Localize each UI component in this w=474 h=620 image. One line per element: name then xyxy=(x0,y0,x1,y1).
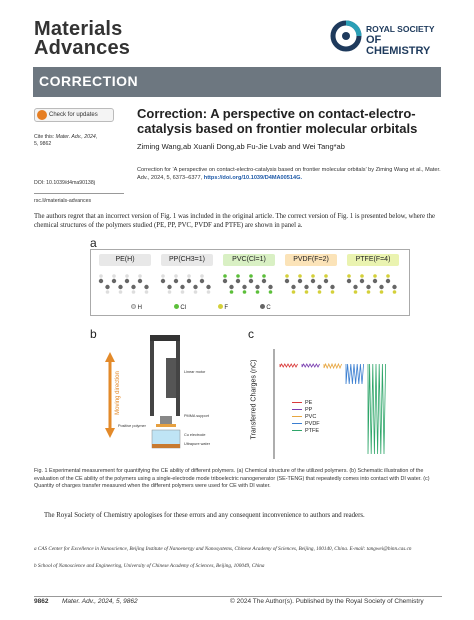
side-atom xyxy=(318,290,322,294)
series-trace-pvdf xyxy=(346,364,364,384)
carbon-atom xyxy=(311,279,315,283)
side-atom xyxy=(373,274,377,278)
legend-f: F xyxy=(224,305,229,311)
side-atom xyxy=(125,274,129,278)
carbon-atom xyxy=(193,285,197,289)
side-atom xyxy=(174,274,178,278)
check-updates-label: Check for updates xyxy=(49,112,98,118)
side-atom xyxy=(168,290,172,294)
footer-cite: Mater. Adv., 2024, 5, 9862 xyxy=(62,598,138,605)
side-atom xyxy=(367,290,371,294)
carbon-atom xyxy=(206,285,210,289)
side-atom xyxy=(305,290,309,294)
rsc-emblem-icon xyxy=(330,18,362,54)
polymer-label-0: PE(H) xyxy=(99,254,151,266)
legend-entry-ptfe xyxy=(292,428,320,435)
side-atom xyxy=(292,290,296,294)
journal-url[interactable]: rsc.li/materials-advances xyxy=(34,198,92,204)
article-title: Correction: A perspective on contact-electro-catalysis based on frontier molecular orbitals xyxy=(137,106,418,136)
correction-note xyxy=(137,166,442,182)
updates-icon xyxy=(37,110,47,120)
carbon-atom xyxy=(268,285,272,289)
carbon-atom xyxy=(291,285,295,289)
side-atom xyxy=(311,274,315,278)
section-banner xyxy=(33,67,441,97)
cite-label: Cite this: xyxy=(34,134,55,140)
polymer-structures-panel xyxy=(90,249,410,316)
side-atom xyxy=(223,274,227,278)
doi-text[interactable]: DOI: 10.1039/d4ma90138j xyxy=(34,180,95,186)
side-atom xyxy=(187,274,191,278)
carbon-atom xyxy=(373,279,377,283)
figure-caption: Fig. 1 Experimental measurement for quantifying the CE ability of different polymers. (a) Chemical structure of the utilized polymers. (b) Schematic illustration of the evaluation of the CE ability of the polymers using a single-electrode mode triboelectric nanogenerator (SE-TENG) that repeatedly comes into contact with DI water. (c) Quantity of charges transfer measured when the different polymers were used for CE with DI water. xyxy=(34,468,430,489)
tribo-device-panel xyxy=(100,330,235,460)
journal-title xyxy=(34,20,130,58)
side-atom xyxy=(200,274,204,278)
correction-note-text: Correction for ‘A perspective on contact-electro-catalysis based on frontier molecular orbitals’ by Ziming Wang et al., Mater. Adv., 2024, 5, 6373–6377, xyxy=(137,167,441,181)
legend-cl: Cl xyxy=(180,305,187,311)
side-atom xyxy=(194,290,198,294)
publisher-line2: OF CHEMISTRY xyxy=(366,34,431,57)
side-atom xyxy=(207,290,211,294)
panel-c-label: c xyxy=(248,327,254,341)
carbon-atom xyxy=(105,285,109,289)
legend-swatch xyxy=(292,416,302,418)
carbon-atom xyxy=(330,285,334,289)
footer-copyright: © 2024 The Author(s). Published by the Royal Society of Chemistry xyxy=(230,598,424,605)
legend-text: PP xyxy=(305,407,313,413)
carbon-atom xyxy=(304,285,308,289)
carbon-atom xyxy=(347,279,351,283)
legend-text: PVDF xyxy=(305,421,320,427)
side-atom xyxy=(132,290,136,294)
carbon-atom xyxy=(392,285,396,289)
footnote-b: b School of Nanoscience and Engineering, University of Chinese Academy of Sciences, Beijing, 100049, China xyxy=(34,563,265,569)
side-atom xyxy=(230,290,234,294)
side-atom xyxy=(249,274,253,278)
carbon-atom xyxy=(161,279,165,283)
charge-chart-panel xyxy=(250,344,390,464)
chart-ylabel: Transferred Charges (nC) xyxy=(250,359,258,440)
electrode-label: Cu electrode xyxy=(184,433,206,437)
legend-swatch xyxy=(292,409,302,411)
legend-text: PE xyxy=(305,400,313,406)
legend-entry-pvdf xyxy=(292,421,320,428)
side-atom xyxy=(262,274,266,278)
carbon-atom xyxy=(353,285,357,289)
polymer-label-1: PP(CH3=1) xyxy=(161,254,213,266)
polymer-label-3: PVDF(F=2) xyxy=(285,254,337,266)
carbon-atom xyxy=(112,279,116,283)
side-atom xyxy=(138,274,142,278)
side-atom xyxy=(236,274,240,278)
carbon-atom xyxy=(360,279,364,283)
side-atom xyxy=(99,274,103,278)
charge-chart xyxy=(250,344,390,464)
carbon-atom xyxy=(242,285,246,289)
support-label: PMMA support xyxy=(184,414,209,418)
footnote-a: a CAS Center for Excellence in Nanoscience, Beijing Institute of Nanoenergy and Nanosystems, Chinese Academy of Sciences, Beijing, 100140, China. E-mail: tangwei@binn.cas.cn xyxy=(34,546,412,552)
carbon-atom xyxy=(298,279,302,283)
legend-entry-pe xyxy=(292,400,320,407)
water-label: Ultrapure water xyxy=(184,442,210,446)
side-atom xyxy=(181,290,185,294)
rsc-logo xyxy=(330,18,445,56)
side-atom xyxy=(112,274,116,278)
legend-entry-pp xyxy=(292,407,320,414)
side-atom xyxy=(145,290,149,294)
side-atom xyxy=(386,274,390,278)
correction-doi-link[interactable]: https://doi.org/10.1039/D4MA00514G. xyxy=(203,175,303,181)
legend-text: PVC xyxy=(305,414,317,420)
section-label: CORRECTION xyxy=(39,73,139,89)
series-trace-ptfe xyxy=(368,364,386,454)
side-atom xyxy=(347,274,351,278)
cite-info xyxy=(34,134,97,148)
article-authors: Ziming Wang,ab Xuanli Dong,ab Fu-Jie Lvab and Wei Tang*ab xyxy=(137,142,345,151)
carbon-atom xyxy=(144,285,148,289)
side-atom xyxy=(269,290,273,294)
polymer-label-2: PVC(Cl=1) xyxy=(223,254,275,266)
panel-a-label: a xyxy=(90,236,97,250)
legend-text: PTFE xyxy=(305,428,320,434)
moving-direction-label: Moving direction xyxy=(114,371,121,415)
cite-text: Mater. Adv., 2024, xyxy=(55,134,98,140)
carbon-atom xyxy=(223,279,227,283)
side-atom xyxy=(106,290,110,294)
side-atom xyxy=(360,274,364,278)
polymer-label-4: PTFE(F=4) xyxy=(347,254,399,266)
carbon-atom xyxy=(118,285,122,289)
side-atom xyxy=(331,290,335,294)
series-trace-pp xyxy=(302,364,320,367)
carbon-atom xyxy=(285,279,289,283)
footer-divider xyxy=(34,596,442,597)
carbon-atom xyxy=(324,279,328,283)
carbon-atom xyxy=(125,279,129,283)
journal-title-line2: Advances xyxy=(34,37,131,59)
polymer-label: Positive polymer xyxy=(118,424,146,428)
panel-b-label: b xyxy=(90,327,97,341)
legend-swatch xyxy=(292,430,302,432)
carbon-atom xyxy=(229,285,233,289)
apology-paragraph: The Royal Society of Chemistry apologises for these errors and any consequent inconvenience to authors and readers. xyxy=(44,512,365,519)
series-trace-pvc xyxy=(324,364,342,368)
legend-swatch xyxy=(292,402,302,404)
carbon-atom xyxy=(187,279,191,283)
side-atom xyxy=(161,274,165,278)
side-atom xyxy=(256,290,260,294)
carbon-atom xyxy=(200,279,204,283)
side-atom xyxy=(298,274,302,278)
legend-c: C xyxy=(266,305,271,311)
carbon-atom xyxy=(386,279,390,283)
cite-vol: 5, 9862 xyxy=(34,141,52,147)
side-atom xyxy=(380,290,384,294)
side-atom xyxy=(354,290,358,294)
side-atom xyxy=(285,274,289,278)
carbon-atom xyxy=(131,285,135,289)
motor-label: Linear motor xyxy=(184,370,206,374)
carbon-atom xyxy=(174,279,178,283)
check-for-updates-button[interactable] xyxy=(34,108,114,122)
carbon-atom xyxy=(180,285,184,289)
carbon-atom xyxy=(99,279,103,283)
carbon-atom xyxy=(249,279,253,283)
carbon-atom xyxy=(167,285,171,289)
legend-entry-pvc xyxy=(292,414,320,421)
carbon-atom xyxy=(255,285,259,289)
side-atom xyxy=(324,274,328,278)
chart-legend xyxy=(292,400,320,435)
carbon-atom xyxy=(236,279,240,283)
carbon-atom xyxy=(366,285,370,289)
carbon-atom xyxy=(262,279,266,283)
carbon-atom xyxy=(317,285,321,289)
side-atom xyxy=(119,290,123,294)
page-number: 9862 xyxy=(34,598,49,605)
side-atom xyxy=(243,290,247,294)
carbon-atom xyxy=(138,279,142,283)
legend-swatch xyxy=(292,423,302,425)
sidebar-divider xyxy=(34,193,124,194)
carbon-atom xyxy=(379,285,383,289)
publisher-line1: ROYAL SOCIETY xyxy=(366,24,435,34)
intro-paragraph: The authors regret that an incorrect version of Fig. 1 was included in the original article. The correct version of Fig. 1 is presented below, where the chemical structures of the polymers studied (PE, PP, PVC, PVDF and PTFE) are shown in panel a. xyxy=(34,213,436,229)
journal-title-line1: Materials xyxy=(34,18,123,40)
atom-legend xyxy=(131,304,371,311)
series-trace-pe xyxy=(280,364,298,367)
side-atom xyxy=(393,290,397,294)
legend-h: H xyxy=(137,305,143,311)
